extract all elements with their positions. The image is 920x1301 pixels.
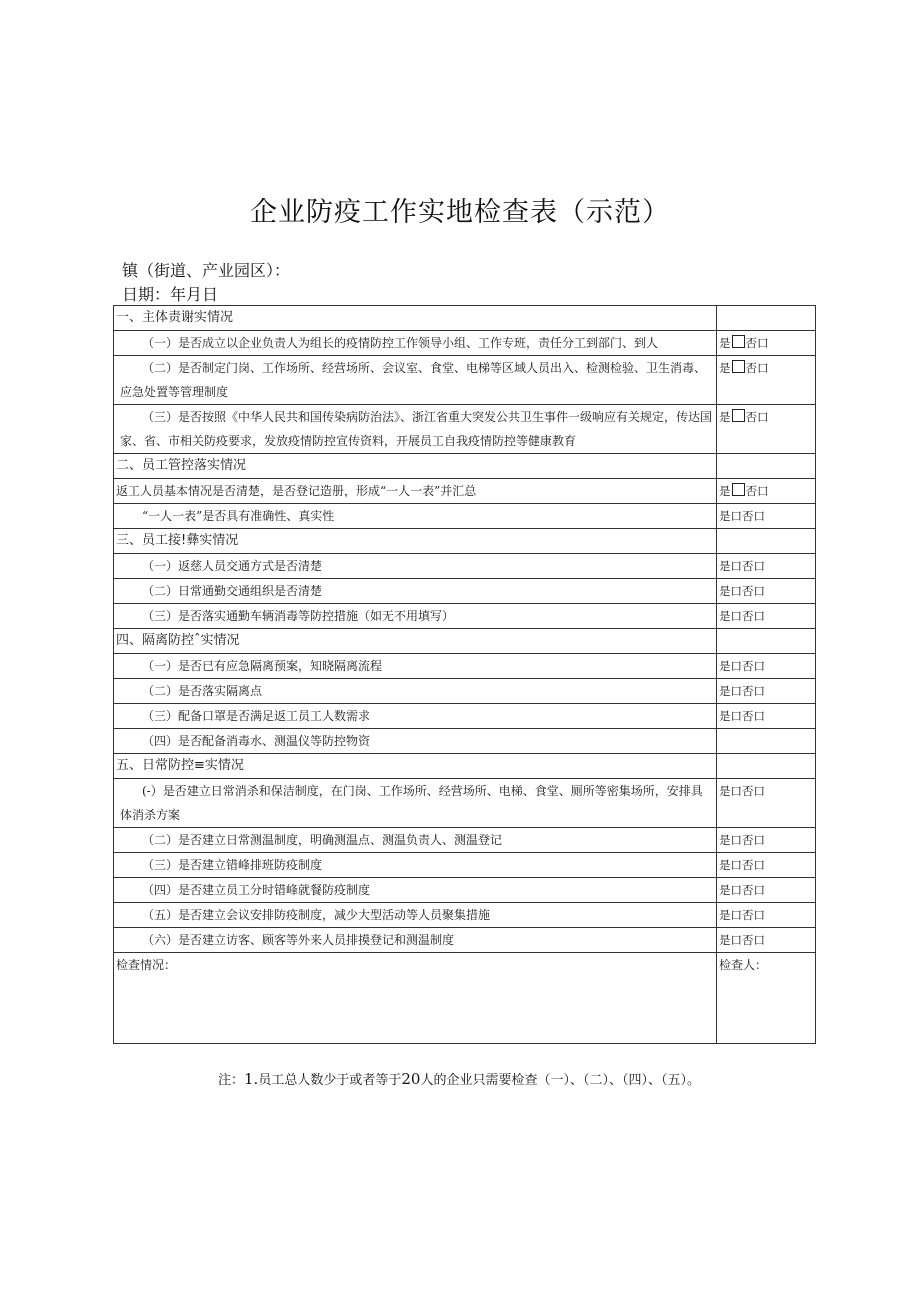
answer-cell[interactable]: 是口否口 xyxy=(717,654,816,679)
check-item: （二）是否制定门岗、工作场所、经营场所、会议室、食堂、电梯等区域人员出入、检测检验、卫生消毒、应急处置等管理制度 xyxy=(114,356,717,405)
section-heading: 四、隔离防控ˆ实情况 xyxy=(114,629,717,654)
yes-label: 是 xyxy=(719,410,731,424)
check-item: （二）日常通勤交通组织是否清楚 xyxy=(114,579,717,604)
answer-cell[interactable]: 是口否口 xyxy=(717,903,816,928)
yes-label: 是 xyxy=(719,484,731,498)
no-label: 否口 xyxy=(745,361,769,375)
section-heading: 一、主体责谢实情况 xyxy=(114,306,717,331)
section-header-row xyxy=(114,306,816,331)
answer-cell[interactable] xyxy=(717,356,816,405)
answer-cell[interactable]: 是口否口 xyxy=(717,604,816,629)
answer-cell[interactable]: 是口否口 xyxy=(717,853,816,878)
table-row xyxy=(114,679,816,704)
check-item: (-）是否建立日常消杀和保洁制度，在门岗、工作场所、经营场所、电梯、食堂、厕所等密集场所，安排具体消杀方案 xyxy=(114,779,717,828)
check-item: （一）是否成立以企业负责人为组长的疫情防控工作领导小组、工作专班，责任分工到部门、到人 xyxy=(114,331,717,356)
section-header-row xyxy=(114,454,816,479)
section-heading: 二、员工管控落实情况 xyxy=(114,454,717,479)
answer-cell[interactable]: 是口否口 xyxy=(717,679,816,704)
check-item: （三）是否按照《中华人民共和国传染病防治法》、浙江省重大突发公共卫生事件一级响应有关规定，传达国家、省、市相关防疫要求，发放疫情防控宣传资料，开展员工自我疫情防控等健康教育 xyxy=(114,405,717,454)
yes-label: 是 xyxy=(719,361,731,375)
note-number: 1. xyxy=(244,1070,259,1088)
answer-cell[interactable]: 是口否口 xyxy=(717,704,816,729)
table-row xyxy=(114,405,816,454)
answer-cell[interactable] xyxy=(717,405,816,454)
table-row xyxy=(114,554,816,579)
note-prefix: 注： xyxy=(218,1073,245,1088)
check-item: （二）是否落实隔离点 xyxy=(114,679,717,704)
section-header-row xyxy=(114,529,816,554)
table-row xyxy=(114,853,816,878)
check-item: （二）是否建立日常测温制度，明确测温点、测温负责人、测温登记 xyxy=(114,828,717,853)
answer-cell[interactable]: 是口否口 xyxy=(717,504,816,529)
answer-cell[interactable]: 是口否口 xyxy=(717,878,816,903)
answer-cell-empty xyxy=(717,529,816,554)
answer-cell[interactable]: 是口否口 xyxy=(717,579,816,604)
answer-cell[interactable]: 是口否口 xyxy=(717,554,816,579)
table-row xyxy=(114,654,816,679)
answer-cell[interactable] xyxy=(717,729,816,754)
no-label: 否口 xyxy=(745,410,769,424)
table-row xyxy=(114,878,816,903)
check-item: （三）是否建立错峰排班防疫制度 xyxy=(114,853,717,878)
answer-cell[interactable] xyxy=(717,331,816,356)
table-row xyxy=(114,729,816,754)
yes-checkbox[interactable] xyxy=(732,409,745,422)
check-item: 返工人员基本情况是否清楚，是否登记造册，形成“一人一表”并汇总 xyxy=(114,479,717,504)
table-row xyxy=(114,579,816,604)
answer-cell-empty xyxy=(717,454,816,479)
section-header-row xyxy=(114,629,816,654)
table-row xyxy=(114,704,816,729)
answer-cell-empty xyxy=(717,754,816,779)
date-label: 日期：年月日 xyxy=(122,285,219,304)
check-item: （一）返慈人员交通方式是否清楚 xyxy=(114,554,717,579)
answer-cell[interactable]: 是口否口 xyxy=(717,928,816,953)
section-header-row xyxy=(114,754,816,779)
note-count: 20 xyxy=(401,1070,421,1088)
yes-checkbox[interactable] xyxy=(732,335,745,348)
answer-cell[interactable]: 是口否口 xyxy=(717,828,816,853)
answer-cell[interactable]: 是口否口 xyxy=(717,779,816,828)
remarks-label: 检查情况： xyxy=(116,958,177,972)
section-heading: 三、员工接!彝实情况 xyxy=(114,529,717,554)
table-row xyxy=(114,903,816,928)
yes-label: 是 xyxy=(719,336,731,350)
check-item: “一人一表”是否具有准确性、真实性 xyxy=(114,504,717,529)
no-label: 否口 xyxy=(745,336,769,350)
inspector-field[interactable] xyxy=(717,953,816,1044)
table-row xyxy=(114,479,816,504)
yes-checkbox[interactable] xyxy=(732,360,745,373)
table-row xyxy=(114,356,816,405)
yes-checkbox[interactable] xyxy=(732,483,745,496)
footnote xyxy=(218,1069,700,1088)
page-title: 企业防疫工作实地检查表（示范） xyxy=(250,197,670,228)
town-label: 镇（街道、产业园区）： xyxy=(122,261,291,280)
note-text-a: 员工总人数少于或者等于 xyxy=(258,1073,402,1088)
remarks-field[interactable] xyxy=(114,953,717,1044)
answer-cell-empty xyxy=(717,629,816,654)
note-text-b: 人的企业只需要检查（一）、（二）、（四）、（五）。 xyxy=(420,1073,700,1088)
inspection-table xyxy=(113,305,816,1044)
table-row xyxy=(114,604,816,629)
section-heading: 五、日常防控≡实情况 xyxy=(114,754,717,779)
table-row xyxy=(114,504,816,529)
answer-cell-empty xyxy=(717,306,816,331)
check-item: （四）是否建立员工分时错峰就餐防疫制度 xyxy=(114,878,717,903)
inspector-label: 检查人： xyxy=(719,958,768,972)
table-row xyxy=(114,779,816,828)
check-item: （六）是否建立访客、顾客等外来人员排摸登记和测温制度 xyxy=(114,928,717,953)
check-item: （三）配备口罩是否满足返工员工人数需求 xyxy=(114,704,717,729)
remarks-row xyxy=(114,953,816,1044)
table-row xyxy=(114,331,816,356)
check-item: （五）是否建立会议安排防疫制度，减少大型活动等人员聚集措施 xyxy=(114,903,717,928)
no-label: 否口 xyxy=(745,484,769,498)
table-row xyxy=(114,828,816,853)
answer-cell[interactable] xyxy=(717,479,816,504)
table-row xyxy=(114,928,816,953)
check-item: （四）是否配备消毒水、测温仪等防控物资 xyxy=(114,729,717,754)
check-item: （一）是否已有应急隔离预案，知晓隔离流程 xyxy=(114,654,717,679)
check-item: （三）是否落实通勤车辆消毒等防控措施（如无不用填写） xyxy=(114,604,717,629)
